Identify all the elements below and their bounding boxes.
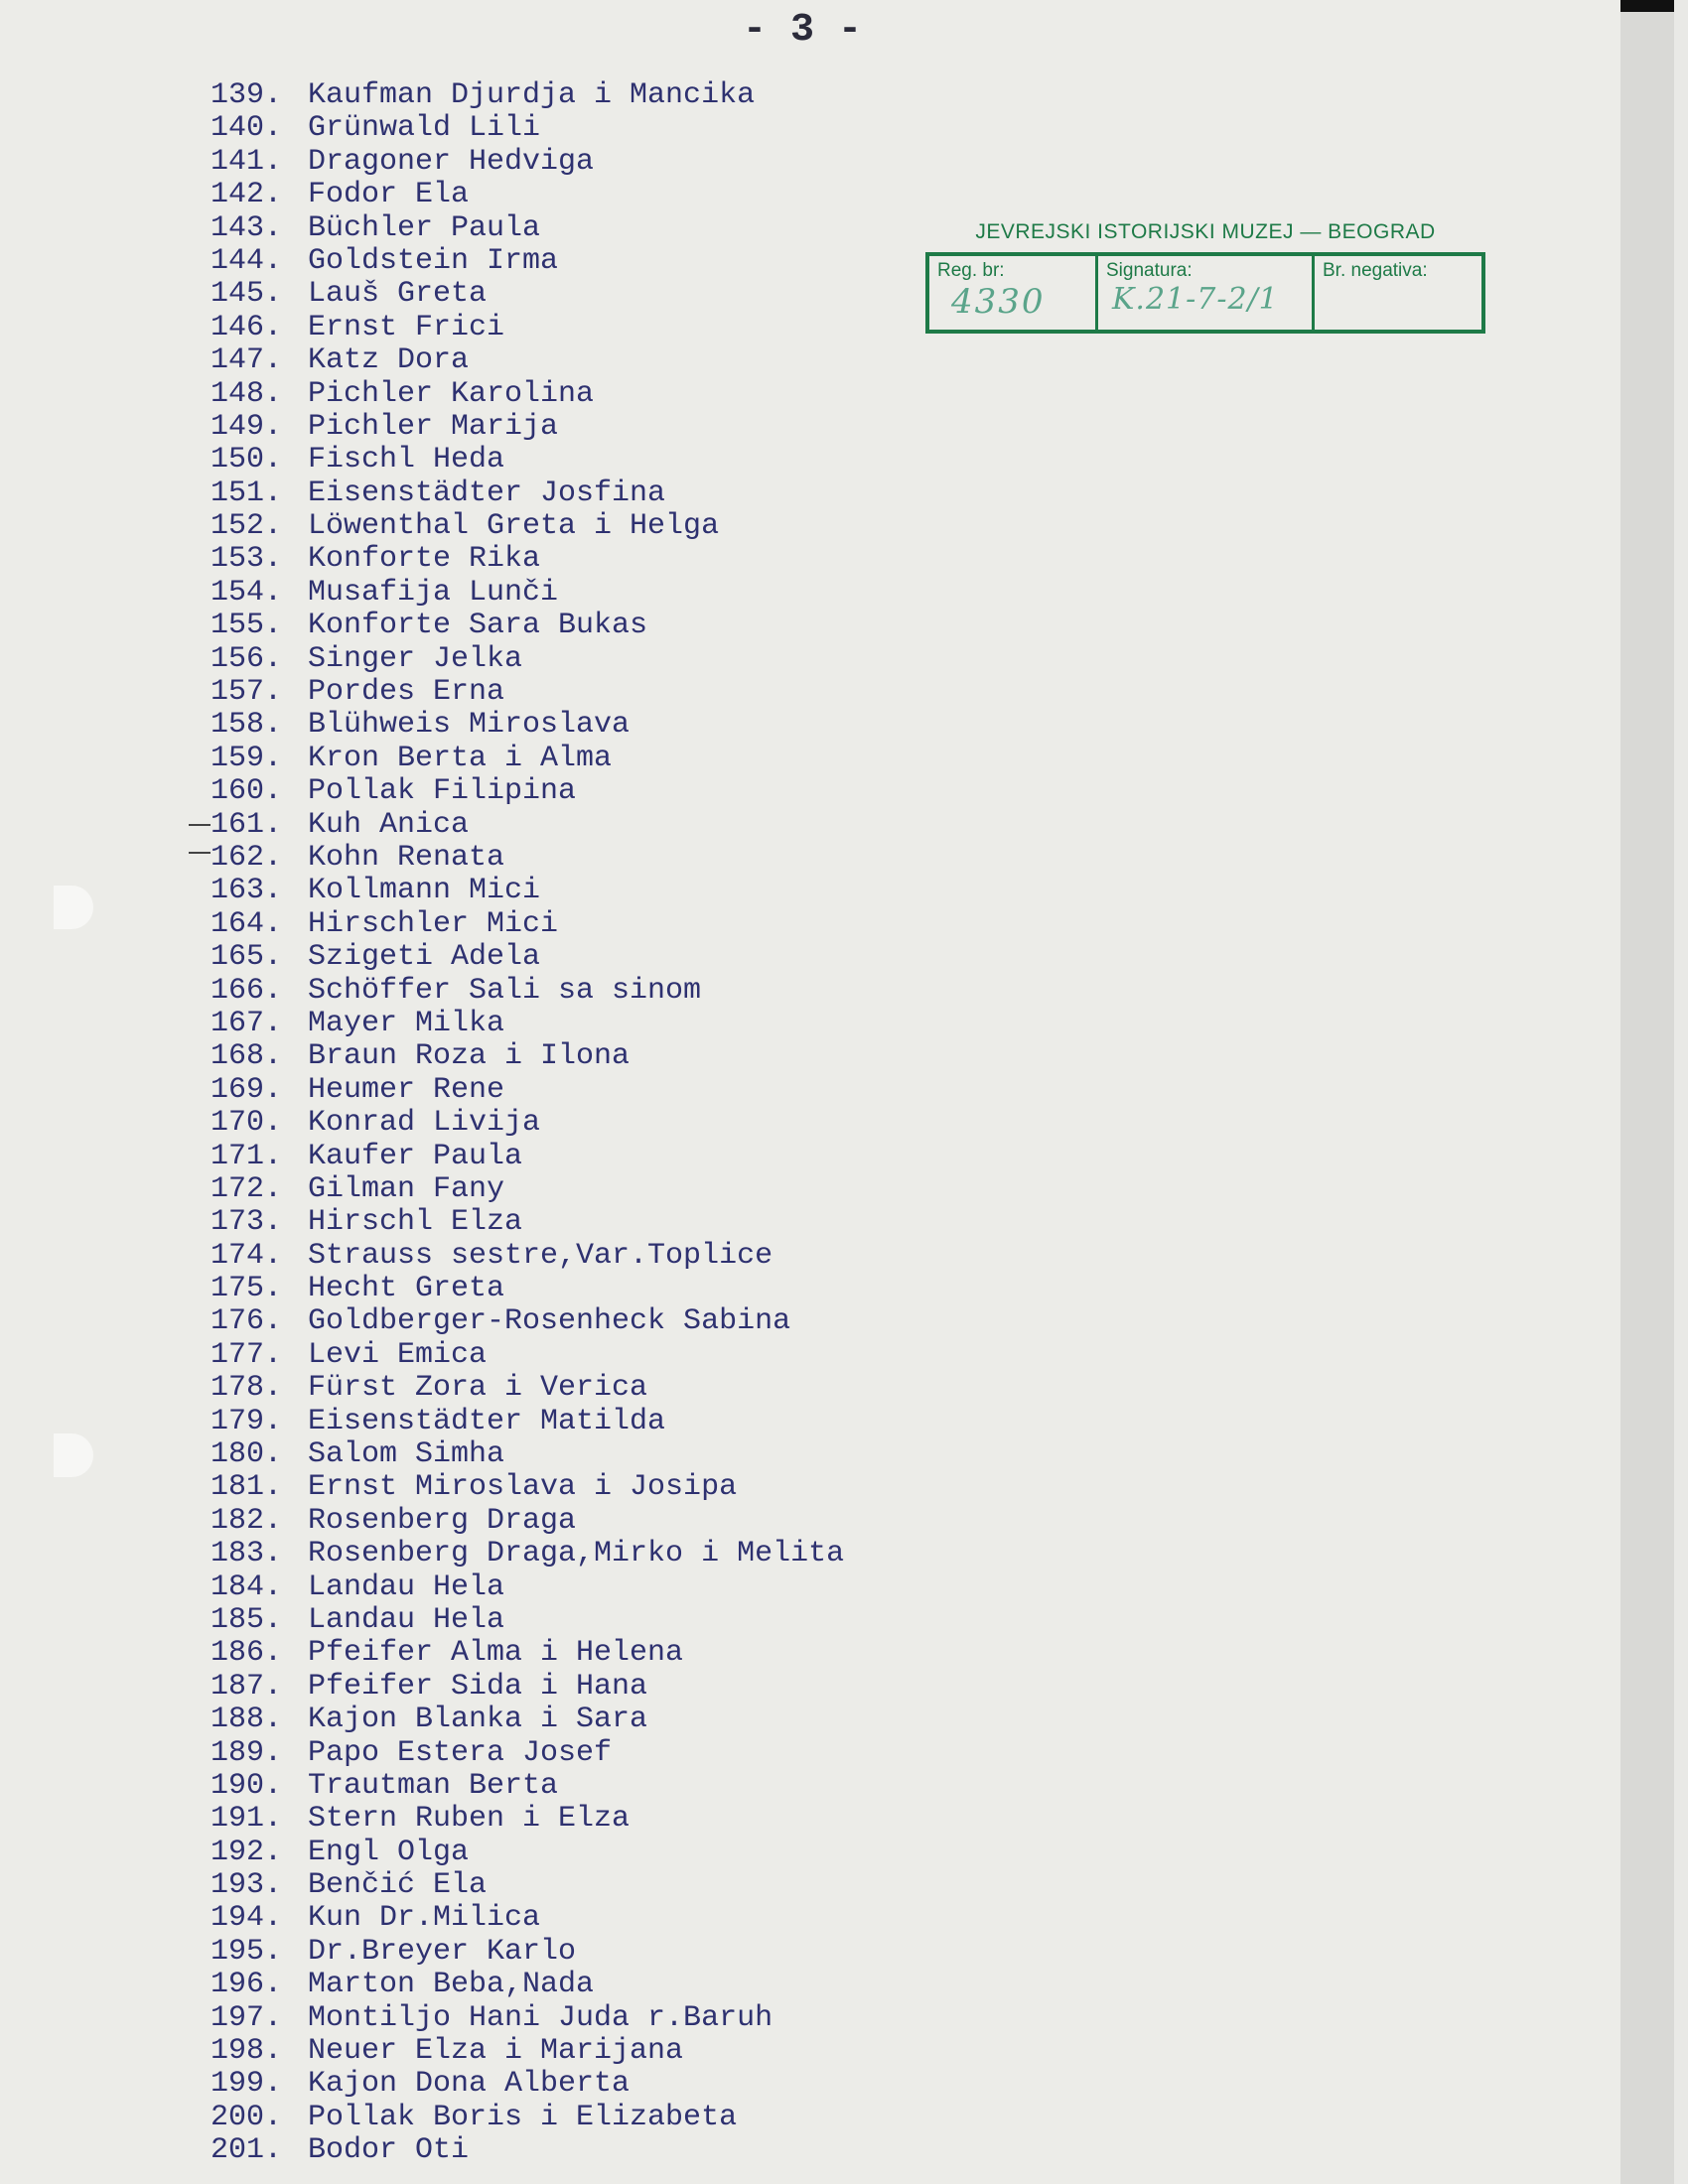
entry-number: 170. — [211, 1106, 283, 1141]
entry-number: 179. — [211, 1404, 283, 1438]
list-item — [211, 1803, 844, 1836]
entry-name: Kollmann Mici — [308, 874, 541, 908]
entry-number: 169. — [211, 1072, 283, 1107]
stamp-signature-value: K.21-7-2/1 — [1112, 282, 1279, 317]
list-item — [211, 1538, 844, 1570]
margin-mark — [189, 824, 211, 826]
stamp-box — [925, 252, 1485, 334]
list-item — [211, 510, 844, 543]
entry-number: 168. — [211, 1039, 283, 1074]
entry-name: Lauš Greta — [308, 277, 488, 312]
entry-name: Fürst Zora i Verica — [308, 1371, 648, 1406]
entry-name: Braun Roza i Ilona — [308, 1039, 631, 1074]
entry-name: Goldberger-Rosenheck Sabina — [308, 1304, 791, 1339]
entry-number: 186. — [211, 1636, 283, 1671]
entry-name: Goldstein Irma — [308, 243, 559, 278]
entry-number: 146. — [211, 310, 283, 344]
entry-name: Konrad Livija — [308, 1106, 541, 1141]
entry-name: Pichler Marija — [308, 409, 559, 444]
entry-name: Landau Hela — [308, 1570, 505, 1604]
list-item — [211, 875, 844, 907]
punch-hole — [54, 1433, 93, 1477]
entry-name: Bodor Oti — [308, 2133, 470, 2168]
entry-name: Szigeti Adela — [308, 940, 541, 975]
list-item — [211, 809, 844, 842]
entry-number: 158. — [211, 708, 283, 743]
list-item — [211, 2002, 844, 2035]
entry-number: 140. — [211, 111, 283, 146]
entry-name: Konforte Sara Bukas — [308, 609, 648, 643]
entry-name: Hirschl Elza — [308, 1205, 523, 1240]
punch-hole — [54, 886, 93, 929]
list-item — [211, 2102, 844, 2134]
list-item — [211, 643, 844, 676]
entry-number: 187. — [211, 1669, 283, 1704]
entry-name: Singer Jelka — [308, 641, 523, 676]
entry-name: Salom Simha — [308, 1437, 505, 1472]
entry-name: Heumer Rene — [308, 1072, 505, 1107]
list-item — [211, 344, 844, 377]
page-number: - 3 - — [743, 8, 863, 53]
entry-number: 155. — [211, 609, 283, 643]
list-item — [211, 212, 844, 245]
list-item — [211, 1737, 844, 1770]
list-item — [211, 1008, 844, 1040]
entry-number: 200. — [211, 2100, 283, 2134]
entry-name: Papo Estera Josef — [308, 1735, 613, 1770]
entry-name: Büchler Paula — [308, 210, 541, 245]
list-item — [211, 1141, 844, 1173]
entry-name: Pfeifer Alma i Helena — [308, 1636, 684, 1671]
entry-number: 173. — [211, 1205, 283, 1240]
list-item — [211, 775, 844, 808]
entry-name: Kun Dr.Milica — [308, 1901, 541, 1936]
entry-name: Landau Hela — [308, 1602, 505, 1637]
list-item — [211, 1273, 844, 1305]
entry-number: 162. — [211, 840, 283, 875]
list-item — [211, 975, 844, 1008]
entry-number: 154. — [211, 575, 283, 610]
entry-number: 147. — [211, 343, 283, 378]
stamp-negative-label: Br. negativa: — [1323, 260, 1428, 281]
entry-name: Schöffer Sali sa sinom — [308, 973, 702, 1008]
list-item — [211, 577, 844, 610]
entry-number: 150. — [211, 443, 283, 478]
entry-name: Katz Dora — [308, 343, 470, 378]
entry-number: 164. — [211, 906, 283, 941]
list-item — [211, 1969, 844, 2001]
list-item — [211, 1107, 844, 1140]
list-item — [211, 610, 844, 642]
list-item — [211, 908, 844, 941]
entry-name: Benčić Ela — [308, 1868, 488, 1903]
list-item — [211, 842, 844, 875]
entry-name: Kaufer Paula — [308, 1139, 523, 1173]
entry-number: 160. — [211, 774, 283, 809]
entry-name: Hecht Greta — [308, 1272, 505, 1306]
list-item — [211, 676, 844, 709]
list-item — [211, 1869, 844, 1902]
entry-number: 190. — [211, 1768, 283, 1803]
entry-number: 193. — [211, 1868, 283, 1903]
entry-name: Engl Olga — [308, 1835, 470, 1869]
entry-number: 152. — [211, 509, 283, 544]
entry-name: Ernst Frici — [308, 310, 505, 344]
entry-number: 188. — [211, 1703, 283, 1737]
list-item — [211, 411, 844, 444]
list-item — [211, 1406, 844, 1438]
entry-number: 166. — [211, 973, 283, 1008]
entry-name: Fischl Heda — [308, 443, 505, 478]
stamp-signature-label: Signatura: — [1106, 260, 1193, 281]
list-item — [211, 1902, 844, 1935]
entry-number: 196. — [211, 1968, 283, 2002]
entry-number: 167. — [211, 1006, 283, 1040]
entry-name: Rosenberg Draga,Mirko i Melita — [308, 1537, 845, 1571]
entry-number: 178. — [211, 1371, 283, 1406]
entry-number: 145. — [211, 277, 283, 312]
entry-name: Löwenthal Greta i Helga — [308, 509, 720, 544]
list-item — [211, 2134, 844, 2167]
entry-number: 143. — [211, 210, 283, 245]
entry-name: Eisenstädter Josfina — [308, 476, 666, 510]
entry-number: 189. — [211, 1735, 283, 1770]
entry-name: Kuh Anica — [308, 807, 470, 842]
entry-number: 181. — [211, 1470, 283, 1505]
entry-name: Stern Ruben i Elza — [308, 1802, 631, 1837]
entry-name: Pollak Boris i Elizabeta — [308, 2100, 738, 2134]
entry-number: 199. — [211, 2067, 283, 2102]
stamp-institution: JEVREJSKI ISTORIJSKI MUZEJ — BEOGRAD — [975, 220, 1436, 243]
list-item — [211, 1671, 844, 1704]
entry-name: Kaufman Djurdja i Mancika — [308, 78, 756, 112]
entry-number: 142. — [211, 178, 283, 212]
list-item — [211, 146, 844, 179]
entry-number: 192. — [211, 1835, 283, 1869]
entry-name: Konforte Rika — [308, 542, 541, 577]
scan-edge-dark — [1620, 0, 1674, 12]
list-item — [211, 1837, 844, 1869]
entry-name: Hirschler Mici — [308, 906, 559, 941]
stamp-reg-label: Reg. br: — [937, 260, 1005, 281]
scan-edge — [1620, 0, 1674, 2184]
entry-name: Kohn Renata — [308, 840, 505, 875]
entry-name: Mayer Milka — [308, 1006, 505, 1040]
archive-stamp — [925, 220, 1485, 334]
entry-number: 157. — [211, 675, 283, 710]
entry-number: 165. — [211, 940, 283, 975]
entry-name: Montiljo Hani Juda r.Baruh — [308, 2000, 774, 2035]
entry-name: Pfeifer Sida i Hana — [308, 1669, 648, 1704]
entry-name: Trautman Berta — [308, 1768, 559, 1803]
entry-number: 139. — [211, 78, 283, 112]
name-list — [211, 79, 844, 2168]
entry-number: 175. — [211, 1272, 283, 1306]
entry-name: Marton Beba,Nada — [308, 1968, 595, 2002]
entry-number: 174. — [211, 1238, 283, 1273]
list-item — [211, 1936, 844, 1969]
list-item — [211, 112, 844, 145]
stamp-signature-cell — [1098, 256, 1315, 330]
stamp-negative-cell — [1315, 256, 1481, 330]
list-item — [211, 543, 844, 576]
entry-number: 180. — [211, 1437, 283, 1472]
list-item — [211, 1372, 844, 1405]
list-item — [211, 245, 844, 278]
entry-name: Kajon Dona Alberta — [308, 2067, 631, 2102]
list-item — [211, 79, 844, 112]
list-item — [211, 1305, 844, 1338]
list-item — [211, 1505, 844, 1538]
list-item — [211, 1770, 844, 1803]
entry-number: 185. — [211, 1602, 283, 1637]
entry-name: Blühweis Miroslava — [308, 708, 631, 743]
list-item — [211, 1040, 844, 1073]
entry-number: 194. — [211, 1901, 283, 1936]
entry-number: 149. — [211, 409, 283, 444]
entry-number: 184. — [211, 1570, 283, 1604]
entry-name: Ernst Miroslava i Josipa — [308, 1470, 738, 1505]
entry-name: Levi Emica — [308, 1337, 488, 1372]
list-item — [211, 1339, 844, 1372]
entry-name: Kron Berta i Alma — [308, 741, 613, 775]
entry-number: 156. — [211, 641, 283, 676]
list-item — [211, 378, 844, 411]
list-item — [211, 1704, 844, 1736]
list-item — [211, 444, 844, 477]
entry-number: 197. — [211, 2000, 283, 2035]
entry-name: Pordes Erna — [308, 675, 505, 710]
entry-number: 183. — [211, 1537, 283, 1571]
list-item — [211, 1173, 844, 1206]
list-item — [211, 743, 844, 775]
entry-number: 198. — [211, 2034, 283, 2069]
list-item — [211, 1471, 844, 1504]
stamp-reg-cell — [929, 256, 1098, 330]
list-item — [211, 1637, 844, 1670]
entry-name: Fodor Ela — [308, 178, 470, 212]
list-item — [211, 1240, 844, 1273]
entry-name: Dragoner Hedviga — [308, 144, 595, 179]
list-item — [211, 1206, 844, 1239]
entry-name: Gilman Fany — [308, 1171, 505, 1206]
entry-name: Pichler Karolina — [308, 376, 595, 411]
entry-name: Rosenberg Draga — [308, 1503, 577, 1538]
list-item — [211, 1074, 844, 1107]
entry-name: Neuer Elza i Marijana — [308, 2034, 684, 2069]
entry-number: 191. — [211, 1802, 283, 1837]
list-item — [211, 1604, 844, 1637]
list-item — [211, 179, 844, 211]
entry-number: 151. — [211, 476, 283, 510]
list-item — [211, 312, 844, 344]
entry-number: 148. — [211, 376, 283, 411]
entry-number: 163. — [211, 874, 283, 908]
entry-name: Dr.Breyer Karlo — [308, 1934, 577, 1969]
list-item — [211, 478, 844, 510]
entry-number: 177. — [211, 1337, 283, 1372]
margin-mark — [189, 852, 211, 854]
entry-number: 153. — [211, 542, 283, 577]
list-item — [211, 709, 844, 742]
entry-number: 176. — [211, 1304, 283, 1339]
entry-name: Strauss sestre,Var.Toplice — [308, 1238, 774, 1273]
list-item — [211, 2068, 844, 2101]
list-item — [211, 1438, 844, 1471]
entry-number: 201. — [211, 2133, 283, 2168]
entry-number: 141. — [211, 144, 283, 179]
entry-name: Pollak Filipina — [308, 774, 577, 809]
entry-name: Eisenstädter Matilda — [308, 1404, 666, 1438]
entry-number: 172. — [211, 1171, 283, 1206]
entry-name: Musafija Lunči — [308, 575, 559, 610]
list-item — [211, 941, 844, 974]
entry-number: 182. — [211, 1503, 283, 1538]
entry-name: Grünwald Lili — [308, 111, 541, 146]
stamp-reg-value: 4330 — [951, 282, 1046, 322]
entry-number: 195. — [211, 1934, 283, 1969]
list-item — [211, 278, 844, 311]
entry-number: 159. — [211, 741, 283, 775]
entry-number: 161. — [211, 807, 283, 842]
entry-number: 171. — [211, 1139, 283, 1173]
entry-name: Kajon Blanka i Sara — [308, 1703, 648, 1737]
list-item — [211, 1571, 844, 1604]
entry-number: 144. — [211, 243, 283, 278]
list-item — [211, 2035, 844, 2068]
